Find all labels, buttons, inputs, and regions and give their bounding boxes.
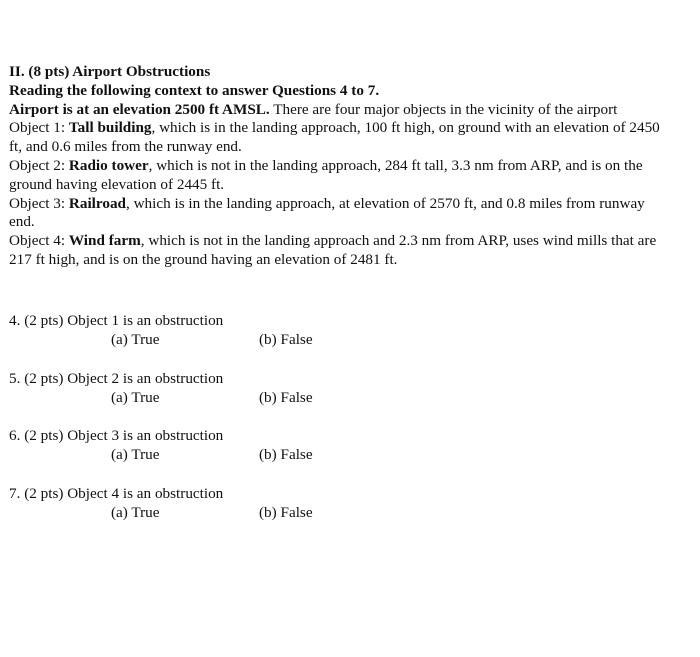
airport-elevation-paragraph (9, 101, 671, 120)
question-6-option-true: (a) True (111, 446, 160, 463)
airport-elevation-bold: Airport is at an elevation 2500 ft AMSL. (9, 100, 270, 118)
question-4 (9, 312, 671, 370)
object-4-prefix: Object 4: (9, 232, 69, 250)
object-1-description: , which is in the landing approach, 100 ft high, on ground with an elevation of 2450 ft, and 0.6 miles from the runway end. (9, 119, 660, 156)
question-7-option-false: (b) False (259, 503, 313, 521)
object-1-name: Tall building (68, 119, 152, 137)
object-2-description: , which is not in the landing approach, 284 ft tall, 3.3 nm from ARP, and is on the ground having elevation of 2445 ft. (9, 156, 643, 193)
question-5-option-true: (a) True (111, 388, 160, 406)
object-1-paragraph (9, 119, 671, 157)
object-4-paragraph (9, 232, 671, 270)
question-7-option-true: (a) True (111, 503, 160, 521)
section-heading: II. (8 pts) Airport Obstructions (9, 63, 211, 80)
question-4-text: 4. (2 pts) Object 1 is an obstruction (9, 312, 224, 329)
object-1-prefix: Object 1: (9, 119, 69, 137)
question-4-option-true: (a) True (111, 331, 160, 348)
question-6-text: 6. (2 pts) Object 3 is an obstruction (9, 427, 224, 444)
question-6-option-false: (b) False (259, 446, 313, 463)
question-5-text: 5. (2 pts) Object 2 is an obstruction (9, 369, 224, 387)
object-4-description: , which is not in the landing approach and 2.3 nm from ARP, uses wind mills that are 217 ft high, and is on the ground having an elevation of 2481 ft. (9, 232, 657, 268)
question-list (9, 312, 671, 542)
instruction-text: Reading the following context to answer Questions 4 to 7. (9, 81, 380, 99)
question-5-option-false: (b) False (259, 388, 313, 406)
airport-elevation-rest: There are four major objects in the vicinity of the airport (269, 100, 618, 118)
document-body (9, 63, 671, 270)
object-2-name: Radio tower (68, 156, 149, 174)
question-7-text: 7. (2 pts) Object 4 is an obstruction (9, 484, 224, 502)
object-3-description: , which is in the landing approach, at elevation of 2570 ft, and 0.8 miles from runway end. (9, 194, 645, 231)
object-3-prefix: Object 3: (9, 194, 69, 212)
question-4-option-false: (b) False (259, 331, 313, 348)
question-6 (9, 427, 671, 485)
object-2-paragraph (9, 157, 671, 195)
object-2-prefix: Object 2: (9, 156, 69, 174)
object-3-paragraph (9, 195, 671, 233)
object-4-name: Wind farm (68, 232, 141, 250)
question-5 (9, 370, 671, 428)
question-7 (9, 485, 671, 543)
object-3-name: Railroad (68, 194, 126, 212)
